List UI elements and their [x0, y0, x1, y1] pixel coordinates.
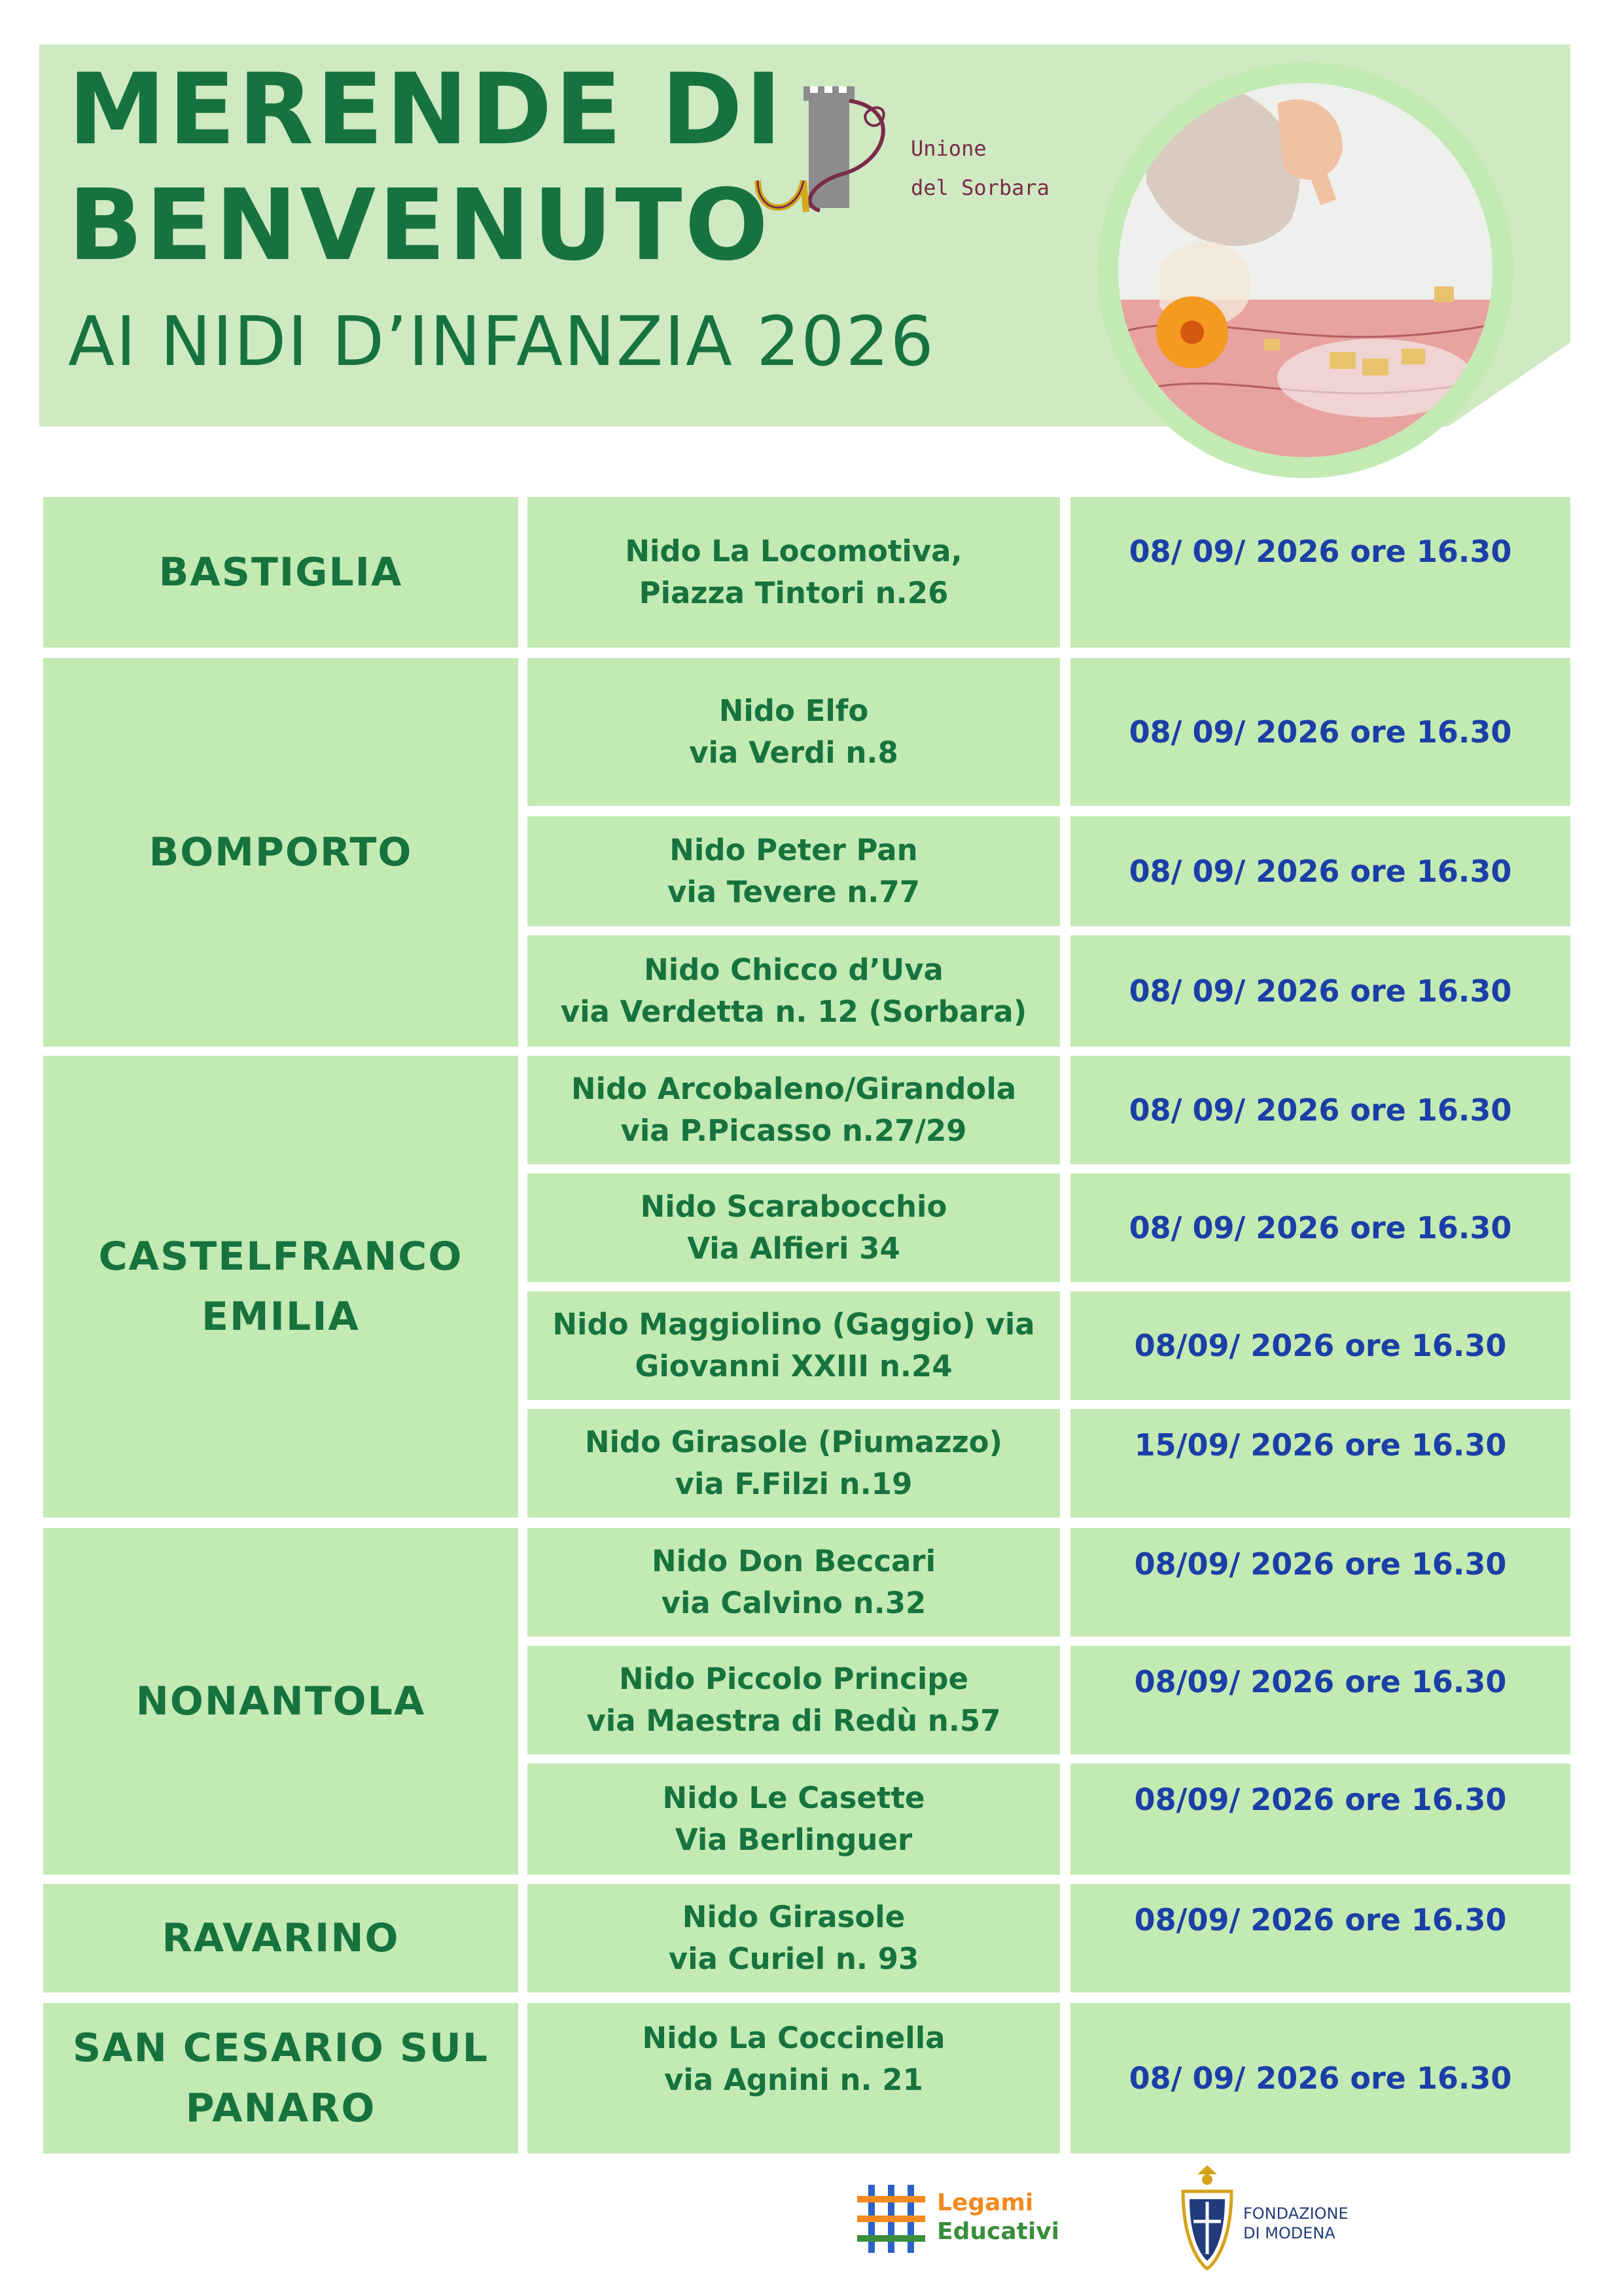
fondazione-modena-crest-icon [1178, 2163, 1237, 2271]
event-date: 08/ 09/ 2026 ore 16.30 [1129, 1092, 1512, 1128]
nido-cell [527, 935, 1060, 1047]
date-cell [1070, 1646, 1570, 1754]
page-subtitle: AI NIDI D’INFANZIA 2026 [68, 302, 935, 381]
nido-address: via F.Filzi n.19 [675, 1467, 913, 1501]
date-cell [1070, 497, 1570, 648]
nido-address: via Verdi n.8 [689, 735, 898, 770]
event-date: 08/09/ 2026 ore 16.30 [1134, 1902, 1507, 1938]
town-name-line2: EMILIA [201, 1294, 360, 1340]
nido-name: Nido Piccolo Principe [618, 1661, 969, 1696]
nido-address: via P.Picasso n.27/29 [620, 1113, 967, 1148]
page-title-line1: MERENDE DI [68, 53, 785, 167]
legami-text-line1: Legami [937, 2189, 1034, 2216]
nido-name: Nido Le Casette [662, 1781, 925, 1815]
town-name-line2: PANARO [185, 2085, 376, 2131]
nido-cell [527, 1409, 1060, 1518]
page-title-line2: BENVENUTO [68, 169, 771, 283]
nido-address: Via Alfieri 34 [687, 1231, 900, 1266]
nido-address: Giovanni XXIII n.24 [635, 1349, 953, 1383]
date-cell [1070, 1884, 1570, 1992]
town-cell-bastiglia [43, 497, 518, 648]
event-date: 08/ 09/ 2026 ore 16.30 [1129, 714, 1512, 750]
town-name: BOMPORTO [149, 829, 413, 875]
children-snack-photo [1094, 51, 1517, 487]
nido-address: via Maestra di Redù n.57 [586, 1703, 1001, 1738]
nido-name: Nido Arcobaleno/Girandola [571, 1071, 1017, 1106]
date-cell [1070, 658, 1570, 806]
nido-name: Nido La Coccinella [642, 2021, 945, 2055]
nido-name: Nido Scarabocchio [640, 1189, 947, 1224]
date-cell [1070, 2003, 1570, 2153]
event-date: 08/ 09/ 2026 ore 16.30 [1129, 1210, 1512, 1245]
town-cell-nonantola [43, 1528, 518, 1875]
event-date: 08/ 09/ 2026 ore 16.30 [1129, 2061, 1512, 2096]
date-cell [1070, 1291, 1570, 1400]
event-date: 08/09/ 2026 ore 16.30 [1134, 1328, 1507, 1363]
date-cell [1070, 1764, 1570, 1875]
event-date: 08/ 09/ 2026 ore 16.30 [1129, 854, 1512, 889]
event-date: 15/09/ 2026 ore 16.30 [1134, 1427, 1507, 1463]
town-cell-bomporto [43, 658, 518, 1047]
nido-address: via Tevere n.77 [667, 875, 920, 909]
town-name-line1: SAN CESARIO SUL [72, 2025, 489, 2071]
nido-name: Nido Chicco d’Uva [644, 952, 944, 987]
nido-cell [527, 1884, 1060, 1992]
nido-cell [527, 1056, 1060, 1164]
nido-name: Nido La Locomotiva, [625, 534, 962, 568]
date-cell [1070, 1056, 1570, 1164]
nido-name: Nido Don Beccari [651, 1544, 936, 1578]
nido-cell [527, 1528, 1060, 1637]
date-cell [1070, 816, 1570, 926]
nido-address: via Curiel n. 93 [668, 1941, 919, 1976]
nido-cell [527, 658, 1060, 806]
town-cell-ravarino [43, 1884, 518, 1992]
fondazione-text-line2: DI MODENA [1243, 2224, 1335, 2242]
nido-cell [527, 1764, 1060, 1875]
event-date: 08/09/ 2026 ore 16.30 [1134, 1664, 1507, 1699]
nido-name: Nido Maggiolino (Gaggio) via [552, 1307, 1035, 1342]
nido-name: Nido Elfo [718, 693, 869, 728]
castle-tower-icon [803, 86, 855, 208]
town-cell-san-cesario-sul-panaro [43, 2003, 518, 2153]
town-name: RAVARINO [162, 1915, 400, 1961]
town-cell-castelfranco-emilia [43, 1056, 518, 1518]
legami-educativi-icon [852, 2180, 930, 2258]
event-date: 08/ 09/ 2026 ore 16.30 [1129, 534, 1512, 569]
nido-address: via Agnini n. 21 [664, 2062, 923, 2097]
event-date: 08/09/ 2026 ore 16.30 [1134, 1546, 1507, 1582]
date-cell [1070, 935, 1570, 1047]
fondazione-text-line1: FONDAZIONE [1243, 2204, 1349, 2223]
date-cell [1070, 1174, 1570, 1282]
nido-address: Via Berlinguer [675, 1822, 913, 1857]
nido-name: Nido Girasole (Piumazzo) [584, 1425, 1003, 1459]
logo-text-unione: Unione [911, 136, 987, 161]
event-date: 08/ 09/ 2026 ore 16.30 [1129, 973, 1512, 1009]
nido-cell [527, 497, 1060, 648]
nido-cell [527, 1291, 1060, 1400]
event-date: 08/09/ 2026 ore 16.30 [1134, 1782, 1507, 1817]
nido-cell [527, 2003, 1060, 2153]
town-name: BASTIGLIA [158, 549, 403, 595]
logo-text-sorbara: del Sorbara [911, 175, 1050, 200]
nido-address: via Calvino n.32 [661, 1586, 927, 1620]
nido-cell [527, 816, 1060, 926]
nido-address: Piazza Tintori n.26 [639, 576, 949, 610]
nido-address: via Verdetta n. 12 (Sorbara) [560, 994, 1027, 1029]
nido-name: Nido Girasole [682, 1900, 906, 1934]
town-name: NONANTOLA [135, 1679, 426, 1724]
nido-name: Nido Peter Pan [669, 833, 918, 867]
nido-cell [527, 1646, 1060, 1754]
date-cell [1070, 1528, 1570, 1637]
town-name-line1: CASTELFRANCO [98, 1234, 463, 1279]
nido-cell [527, 1174, 1060, 1282]
date-cell [1070, 1409, 1570, 1518]
legami-text-line2: Educativi [937, 2218, 1059, 2245]
